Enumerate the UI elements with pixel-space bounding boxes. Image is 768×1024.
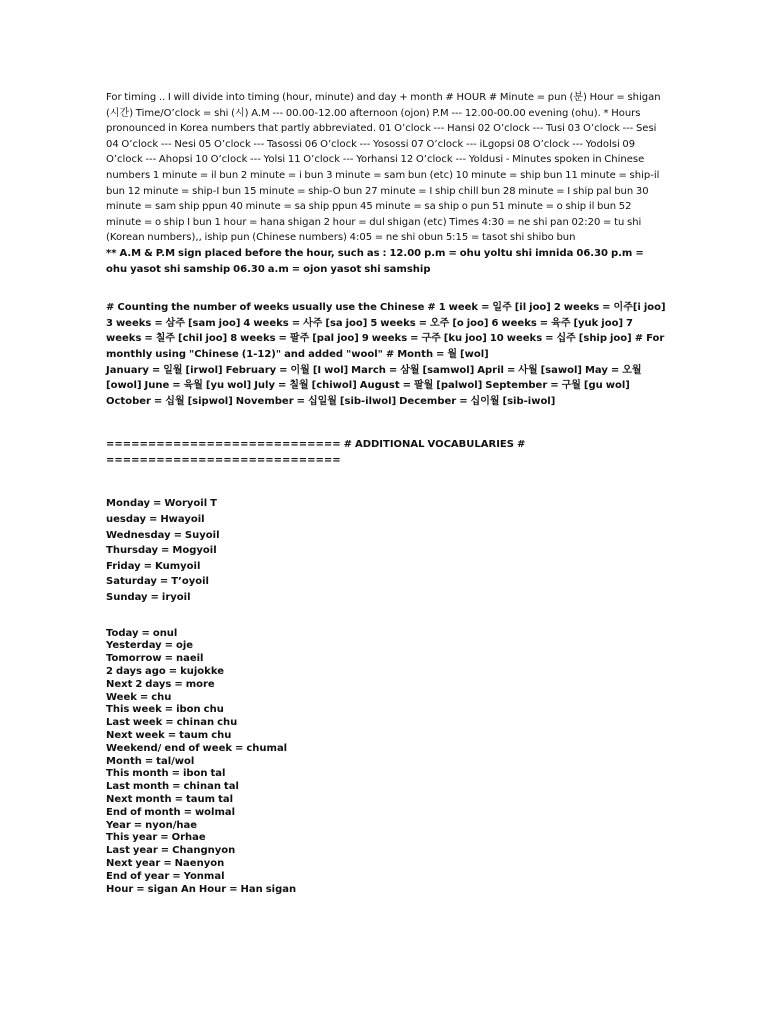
list-item: Next month = taum tal <box>106 793 234 805</box>
list-item: uesday = Hwayoil <box>106 514 205 526</box>
list-item: Last year = Changnyon <box>106 845 236 857</box>
spacer <box>106 468 666 496</box>
ampm-note: ** A.M & P.M sign placed before the hour, such as : 12.00 p.m = ohu yoltu shi imnida 06.30 p.m = ohu yasot shi samship 06.30 a.m = ojon yasot shi samship <box>106 247 644 275</box>
list-item: This month = ibon tal <box>106 768 226 780</box>
list-item: Last week = chinan chu <box>106 717 238 729</box>
spacer <box>106 277 666 300</box>
list-item: This year = Orhae <box>106 832 206 844</box>
additional-vocab-header: ============================ # ADDITIONAL VOCABULARIES # ============================ <box>106 439 526 466</box>
list-item: Monday = Woryoil T <box>106 498 217 510</box>
list-item: Yesterday = oje <box>106 640 194 652</box>
list-item: Today = onul <box>106 627 178 639</box>
spacer <box>106 606 666 628</box>
list-item: Next year = Naenyon <box>106 857 225 869</box>
days-list <box>106 496 666 605</box>
list-item: Saturday = T’oyoil <box>106 576 209 588</box>
list-item: End of year = Yonmal <box>106 870 225 882</box>
list-item: Last month = chinan tal <box>106 781 239 793</box>
weeks-paragraph: # Counting the number of weeks usually use the Chinese # 1 week = 일주 [il joo] 2 weeks = 이주[i joo] 3 weeks = 삼주 [sam joo] 4 weeks = 사주 [sa joo] 5 weeks = 오주 [o joo] 6 weeks = 육주 [yuk joo] 7 weeks = 칠주 [chil joo] 8 weeks = 팔주 [pal joo] 9 weeks = 구주 [ku joo] 10 weeks = 십주 [ship joo] # For monthly using "Chinese (1-12)" and added "wool" # Month = 월 [wol] <box>106 302 666 360</box>
list-item: Next week = taum chu <box>106 730 232 741</box>
list-item: Next 2 days = more <box>106 678 215 690</box>
list-item: Tomorrow = naeil <box>106 653 204 665</box>
list-item: End of month = wolmal <box>106 806 236 818</box>
list-item: Week = chu <box>106 691 172 703</box>
months-paragraph: January = 일월 [irwol] February = 이월 [I wol] March = 삼월 [samwol] April = 사월 [sawol] May = 오월 [owol] June = 육월 [yu wol] July = 칠월 [chiwol] August = 팔월 [palwol] September = 구월 [gu wol] October = 십월 [sipwol] November = 십일월 [sib-ilwol] December = 십이월 [sib-iwol] <box>106 364 642 407</box>
list-item: Wednesday = Suyoil <box>106 529 220 541</box>
list-item: Year = nyon/hae <box>106 819 198 831</box>
document-page <box>106 90 666 896</box>
intro-paragraph: For timing .. I will divide into timing (hour, minute) and day + month # HOUR # Minute = pun (분) Hour = shigan (시간) Time/O’clock = shi (시) A.M --- 00.00-12.00 afternoon (ojon) P.M --- 12.00-00.00 evening (ohu). * Hours pronounced in Korea numbers that partly abbreviated. 01 O’clock --- Hansi 02 O’clock --- Tusi 03 O’clock --- Sesi 04 O’clock --- Nesi 05 O’clock --- Tasossi 06 O’clock --- Yosossi 07 O’clock --- iLgopsi 08 O’clock --- Yodolsi 09 O’clock --- Ahopsi 10 O’clock --- Yolsi 11 O’clock --- Yorhansi 12 O’clock --- Yoldusi - Minutes spoken in Chinese numbers 1 minute = il bun 2 minute = i bun 3 minute = sam bun (etc) 10 minute = ship bun 11 minute = ship-il bun 12 minute = ship-I bun 15 minute = ship-O bun 27 minute = I ship chill bun 28 minute = I ship pal bun 30 minute = sam ship ppun 40 minute = sa ship ppun 45 minute = sa ship o pun 51 minute = o ship il bun 52 minute = o ship I bun 1 hour = hana shigan 2 hour = dul shigan (etc) Times 4:30 = ne shi pan 02:20 = tu shi (Korean numbers),, iship pun (Chinese numbers) 4:05 = ne shi obun 5:15 = tasot shi shibo bun <box>106 92 661 244</box>
list-item: Month = tal/wol <box>106 755 195 767</box>
spacer <box>106 409 666 437</box>
list-item: 2 days ago = kujokke <box>106 666 224 678</box>
list-item: Sunday = iryoil <box>106 592 191 604</box>
list-item: Weekend/ end of week = chumal <box>106 742 288 754</box>
list-item: Hour = sigan An Hour = Han sigan <box>106 883 297 895</box>
list-item: This week = ibon chu <box>106 704 224 716</box>
list-item: Thursday = Mogyoil <box>106 545 217 557</box>
list-item: Friday = Kumyoil <box>106 560 201 572</box>
vocab-list <box>106 628 666 897</box>
